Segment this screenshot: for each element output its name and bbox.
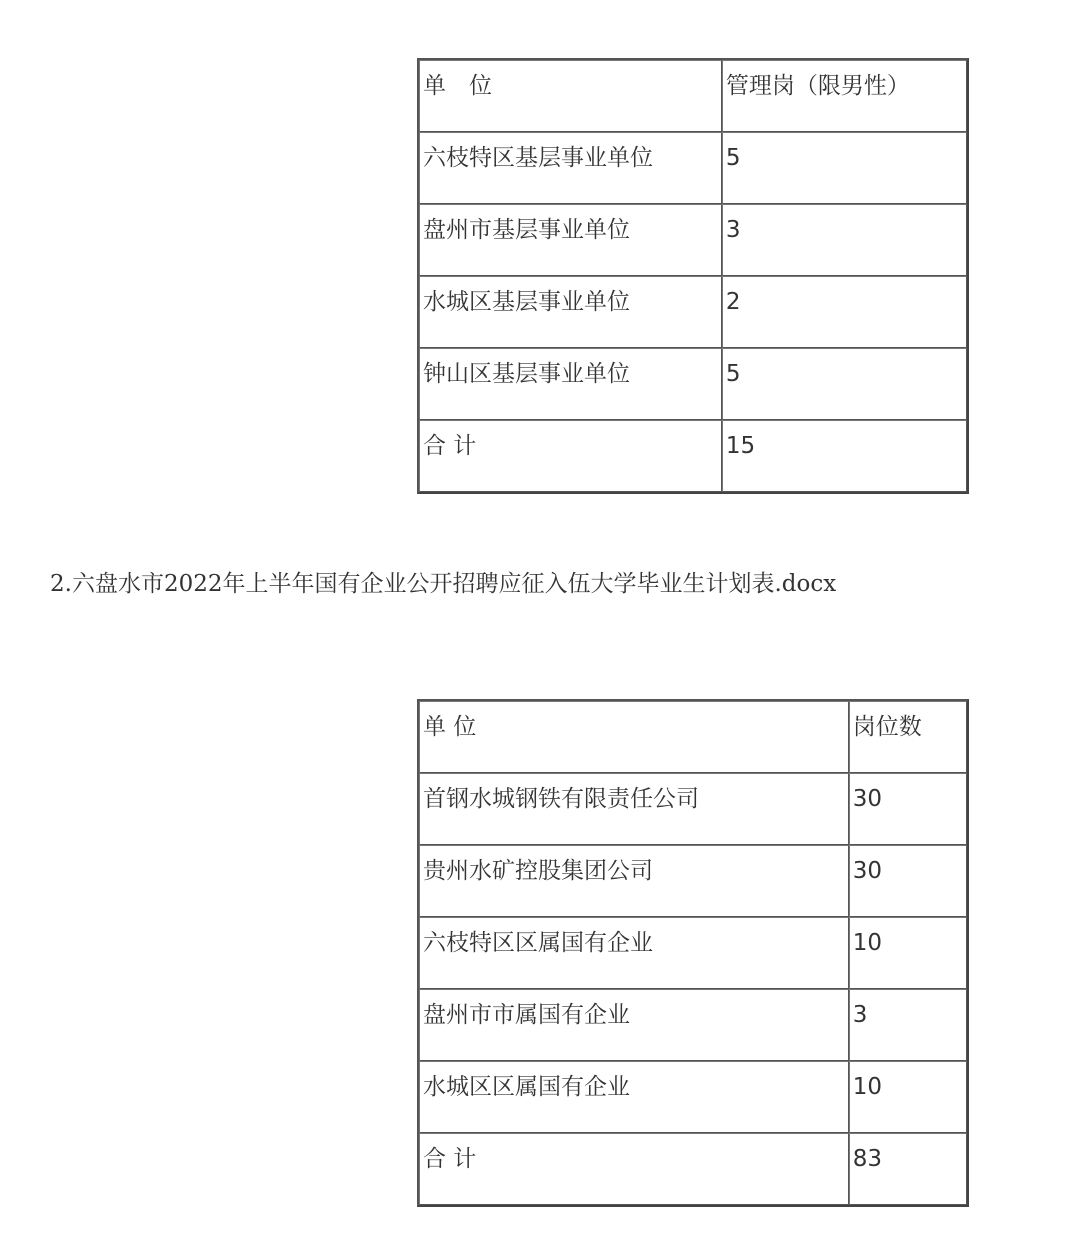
header-unit: 单 位 xyxy=(419,60,722,132)
value-cell: 10 xyxy=(849,917,967,989)
unit-cell: 钟山区基层事业单位 xyxy=(419,348,722,420)
unit-cell: 水城区基层事业单位 xyxy=(419,276,722,348)
value-cell: 3 xyxy=(722,204,967,276)
enterprise-posts-table xyxy=(417,699,969,1207)
header-post-count: 岗位数 xyxy=(849,701,967,773)
value-cell: 5 xyxy=(722,348,967,420)
table-row xyxy=(419,989,967,1061)
table-row xyxy=(419,845,967,917)
table-header-row xyxy=(419,60,967,132)
table-row xyxy=(419,276,967,348)
header-management-post: 管理岗（限男性） xyxy=(722,60,967,132)
unit-cell: 盘州市市属国有企业 xyxy=(419,989,849,1061)
table-row xyxy=(419,773,967,845)
table-row xyxy=(419,204,967,276)
unit-cell: 首钢水城钢铁有限责任公司 xyxy=(419,773,849,845)
table-row xyxy=(419,917,967,989)
value-cell: 30 xyxy=(849,845,967,917)
total-value: 15 xyxy=(722,420,967,492)
table-row xyxy=(419,1061,967,1133)
unit-cell: 六枝特区区属国有企业 xyxy=(419,917,849,989)
table-total-row xyxy=(419,1133,967,1205)
value-cell: 2 xyxy=(722,276,967,348)
value-cell: 30 xyxy=(849,773,967,845)
value-cell: 3 xyxy=(849,989,967,1061)
total-label: 合 计 xyxy=(419,420,722,492)
unit-cell: 贵州水矿控股集团公司 xyxy=(419,845,849,917)
header-unit: 单 位 xyxy=(419,701,849,773)
table-row xyxy=(419,132,967,204)
value-cell: 5 xyxy=(722,132,967,204)
unit-cell: 盘州市基层事业单位 xyxy=(419,204,722,276)
table-header-row xyxy=(419,701,967,773)
management-posts-table xyxy=(417,58,969,494)
table-total-row xyxy=(419,420,967,492)
total-value: 83 xyxy=(849,1133,967,1205)
attachment-caption: 2.六盘水市2022年上半年国有企业公开招聘应征入伍大学毕业生计划表.docx xyxy=(50,571,837,597)
value-cell: 10 xyxy=(849,1061,967,1133)
table-row xyxy=(419,348,967,420)
unit-cell: 六枝特区基层事业单位 xyxy=(419,132,722,204)
unit-cell: 水城区区属国有企业 xyxy=(419,1061,849,1133)
total-label: 合 计 xyxy=(419,1133,849,1205)
